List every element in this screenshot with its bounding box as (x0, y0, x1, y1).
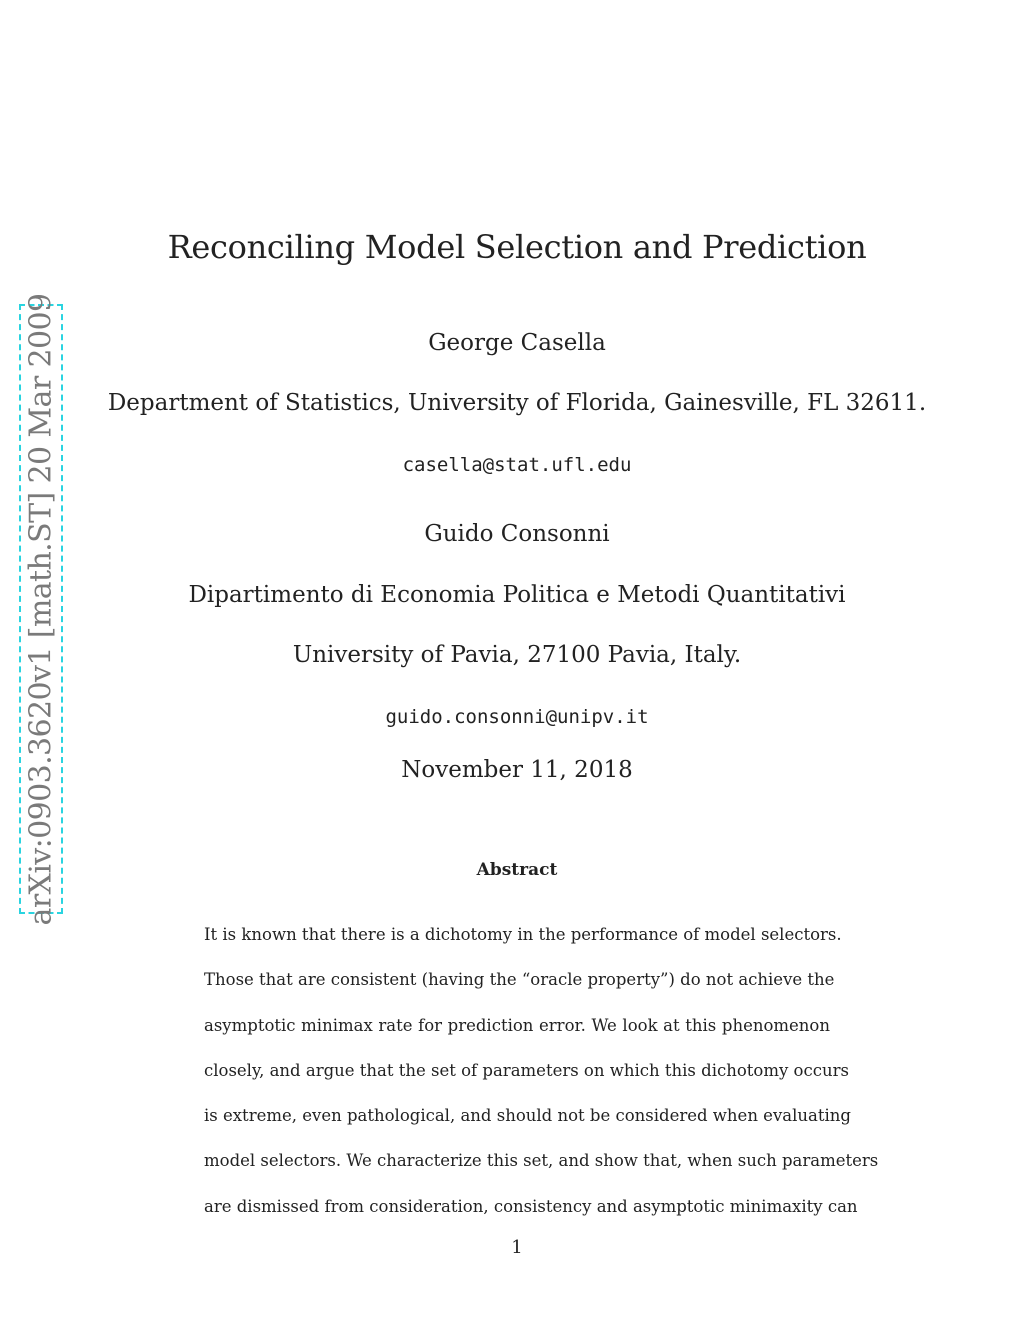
paper-title: Reconciling Model Selection and Prediction (167, 228, 867, 266)
abstract-body (204, 912, 879, 1229)
abstract-line: asymptotic minimax rate for prediction error. We look at this phenomenon (204, 1015, 830, 1035)
author-1-email[interactable]: casella@stat.ufl.edu (402, 454, 632, 476)
arxiv-stamp-text: arXiv:0903.3620v1 [math.ST] 20 Mar 2009 (23, 293, 59, 925)
abstract-line: It is known that there is a dichotomy in the performance of model selectors. (204, 925, 842, 944)
author-2-email[interactable]: guido.consonni@unipv.it (385, 706, 649, 728)
author-2-affiliation-line-2: University of Pavia, 27100 Pavia, Italy. (292, 642, 742, 668)
abstract-line: are dismissed from consideration, consistency and asymptotic minimaxity can (204, 1196, 858, 1216)
paper-date: November 11, 2018 (401, 757, 633, 783)
abstract-line: model selectors. We characterize this set, and show that, when such parameters (204, 1151, 879, 1171)
abstract-line: Those that are consistent (having the “oracle property”) do not achieve the (204, 970, 835, 990)
author-2-affiliation-line-1: Dipartimento di Economia Politica e Metodi Quantitativi (188, 582, 846, 608)
abstract-line: closely, and argue that the set of parameters on which this dichotomy occurs (204, 1060, 849, 1080)
author-1-name: George Casella (428, 330, 606, 356)
author-2-name: Guido Consonni (424, 521, 610, 547)
author-1-affiliation: Department of Statistics, University of Florida, Gainesville, FL 32611. (107, 390, 927, 416)
abstract-heading: Abstract (476, 860, 558, 880)
page-number: 1 (511, 1237, 523, 1258)
abstract-line: is extreme, even pathological, and should not be considered when evaluating (204, 1106, 851, 1126)
